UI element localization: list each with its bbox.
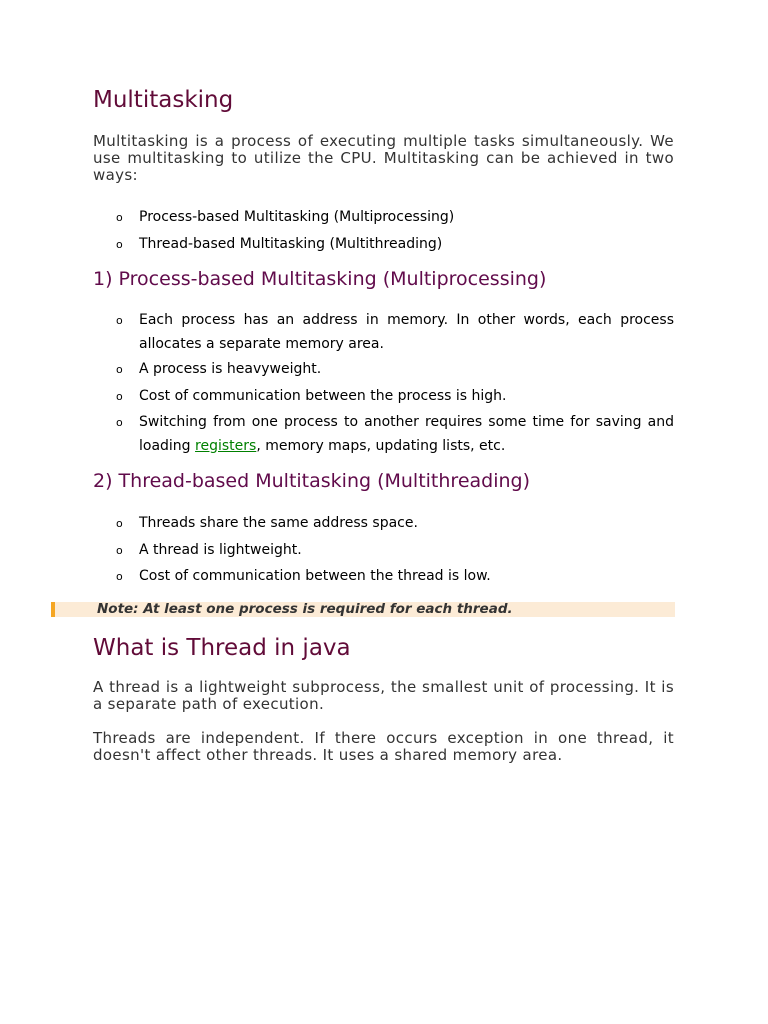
list-item <box>93 385 674 409</box>
list-item <box>93 206 674 230</box>
list-item-text: Cost of communication between the process is high. <box>139 387 507 404</box>
list-item-text: A process is heavyweight. <box>139 361 322 377</box>
bullet-icon: o <box>116 389 123 403</box>
bullet-icon: o <box>116 314 123 327</box>
paragraph-multitasking-intro: Multitasking is a process of executing multiple tasks simultaneously. We use multitasking to utilize the CPU. Multitasking can be achieved in two ways: <box>93 132 674 184</box>
bullet-icon: o <box>116 543 123 557</box>
bullet-icon: o <box>116 517 123 530</box>
bullet-icon: o <box>116 237 123 251</box>
list-item <box>93 233 674 257</box>
bullet-icon: o <box>116 211 123 224</box>
list-item-text-after-link: , memory maps, updating lists, etc. <box>256 437 506 454</box>
list-item <box>93 565 674 589</box>
list-item <box>93 358 674 382</box>
heading-multitasking: Multitasking <box>93 87 234 113</box>
note-box <box>51 602 675 617</box>
list-thread-based <box>93 512 674 589</box>
heading-thread-based: 2) Thread-based Multitasking (Multithreading) <box>93 470 531 492</box>
list-item <box>93 512 674 536</box>
heading-thread-java: What is Thread in java <box>93 635 351 661</box>
list-item-text: Threads share the same address space. <box>139 515 418 531</box>
note-text: Note: At least one process is required for each thread. <box>97 601 513 617</box>
list-item <box>93 539 674 563</box>
list-process-based <box>93 309 674 458</box>
thread-java-section <box>93 634 674 764</box>
heading-process-based: 1) Process-based Multitasking (Multiprocessing) <box>93 268 547 290</box>
bullet-icon: o <box>116 363 123 376</box>
paragraph-thread-definition: A thread is a lightweight subprocess, the smallest unit of processing. It is a separate path of execution. <box>93 678 674 713</box>
list-item-text: Process-based Multitasking (Multiprocessing) <box>139 209 455 225</box>
registers-link[interactable]: registers <box>195 437 257 454</box>
list-item-text: Thread-based Multitasking (Multithreading) <box>139 235 443 252</box>
article-content <box>93 86 674 592</box>
bullet-icon: o <box>116 416 123 429</box>
list-item <box>93 309 674 356</box>
list-multitasking-ways <box>93 206 674 256</box>
list-item-text: Each process has an address in memory. In other words, each process allocates a separate memory area. <box>139 312 674 352</box>
list-item-text: A thread is lightweight. <box>139 541 302 558</box>
list-item-text: Cost of communication between the thread is low. <box>139 568 491 584</box>
list-item <box>93 411 674 458</box>
list-item-text-before-link: Switching from one process to another requires some time for saving and loading <box>139 414 674 454</box>
bullet-icon: o <box>116 570 123 583</box>
paragraph-thread-independence: Threads are independent. If there occurs exception in one thread, it doesn't affect other threads. It uses a shared memory area. <box>93 729 674 764</box>
